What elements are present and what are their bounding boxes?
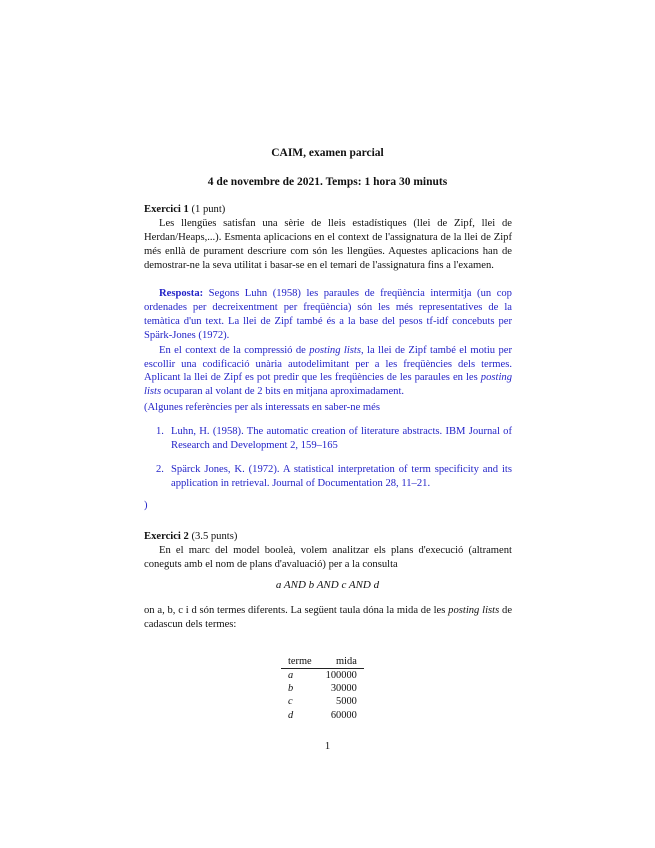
document-subtitle: 4 de novembre de 2021. Temps: 1 hora 30 minuts xyxy=(207,176,448,188)
table-row xyxy=(281,682,364,695)
reference-text: Luhn, H. (1958). The automatic creation of literature abstracts. IBM Journal of Research and Development 2, 159–165 xyxy=(171,425,512,451)
references-close: ) xyxy=(144,499,148,511)
cell-size: 100000 xyxy=(325,670,357,681)
exercise-2-heading: Exercici 2 xyxy=(144,531,189,542)
answer-paragraph-2 xyxy=(144,344,512,400)
answer-text-2a: En el context de la compressió de xyxy=(159,344,306,356)
table-row xyxy=(281,669,364,683)
exercise-2-points: (3.5 punts) xyxy=(191,531,238,542)
exercise-1-statement xyxy=(144,203,512,273)
answer-text-1: Segons Luhn (1958) les paraules de freqüència intermitja (un cop ordenades per decreixentment per freqüència) són les més representatives de la temàtica d'un text. La llei de Zipf també és a la base del pesos tf-idf concebuts per Spärk-Jones (1972). xyxy=(144,288,512,341)
cell-size: 5000 xyxy=(336,696,357,708)
document-title: CAIM, examen parcial xyxy=(271,147,384,159)
exercise-2-text-2b: de cadascun dels termes: xyxy=(144,605,513,630)
exercise-1-text: Les llengües satisfan una sèrie de lleis estadístiques (llei de Zipf, llei de Herdan/Heaps,...). Esmenta aplicacions en el context de l'assignatura de la llei de Zipf més enllà de purament descriure com són les llengües. Aquestes aplicacions han de demostrar-ne la seva utilitat i basar-se en el temari de l'assignatura fins a l'examen. xyxy=(144,217,512,271)
exercise-2-text: En el marc del model booleà, volem analitzar els plans d'execució (altrament coneguts amb el nom de plans d'avaluació) per a la consulta xyxy=(144,544,512,570)
references xyxy=(144,401,512,512)
exercise-2-continuation xyxy=(144,604,512,632)
answer-text-2b: , la llei de Zipf també el motiu per escollir una codificació unària autodelimitant per a les freqüències dels termes. Aplicant la llei de Zipf es pot predir que les freqüències de les paraules en les xyxy=(144,344,512,384)
reference-item xyxy=(144,425,512,453)
size-table xyxy=(281,656,364,722)
answer-label: Resposta: xyxy=(159,288,204,299)
posting-list-size-table xyxy=(281,656,364,722)
table-header-row xyxy=(281,656,364,669)
exercise-1 xyxy=(144,203,512,273)
exercise-1-heading: Exercici 1 xyxy=(144,204,189,215)
reference-item xyxy=(144,463,512,491)
page-number: 1 xyxy=(324,741,331,752)
exercise-1-answer xyxy=(144,287,512,399)
cell-size: 60000 xyxy=(330,709,357,721)
exercise-2-text-2a: on a, b, c i d són termes diferents. La següent taula dóna la mida de les xyxy=(144,605,446,616)
cell-size: 30000 xyxy=(330,683,357,695)
cell-term: b xyxy=(288,683,294,695)
table-row xyxy=(281,709,364,722)
column-header-terme: terme xyxy=(281,656,319,669)
exercise-2 xyxy=(144,530,512,572)
boolean-query: a AND b AND c AND d xyxy=(275,579,380,591)
answer-paragraph-1 xyxy=(144,287,512,343)
references-intro: (Algunes referències per als interessats en saber-ne més xyxy=(144,402,380,413)
answer-text-2c: ocuparan al volant de 2 bits en mitjana aproximadament. xyxy=(163,386,405,398)
column-header-mida: mida xyxy=(319,656,364,669)
answer-term-posting-lists: posting lists xyxy=(309,344,361,356)
cell-term: a xyxy=(288,670,294,681)
reference-number: 1. xyxy=(156,425,164,437)
exercise-2-term-posting-lists: posting lists xyxy=(448,605,500,616)
answer-term-posting-lists-2: posting lists xyxy=(144,372,512,398)
exercise-1-points: (1 punt) xyxy=(191,204,226,215)
table-row xyxy=(281,695,364,708)
cell-term: c xyxy=(288,696,293,708)
reference-number: 2. xyxy=(156,463,164,475)
cell-term: d xyxy=(288,709,294,721)
reference-text: Spärck Jones, K. (1972). A statistical interpretation of term specificity and its application in retrieval. Journal of Documentation 28, 11–21. xyxy=(171,463,512,489)
